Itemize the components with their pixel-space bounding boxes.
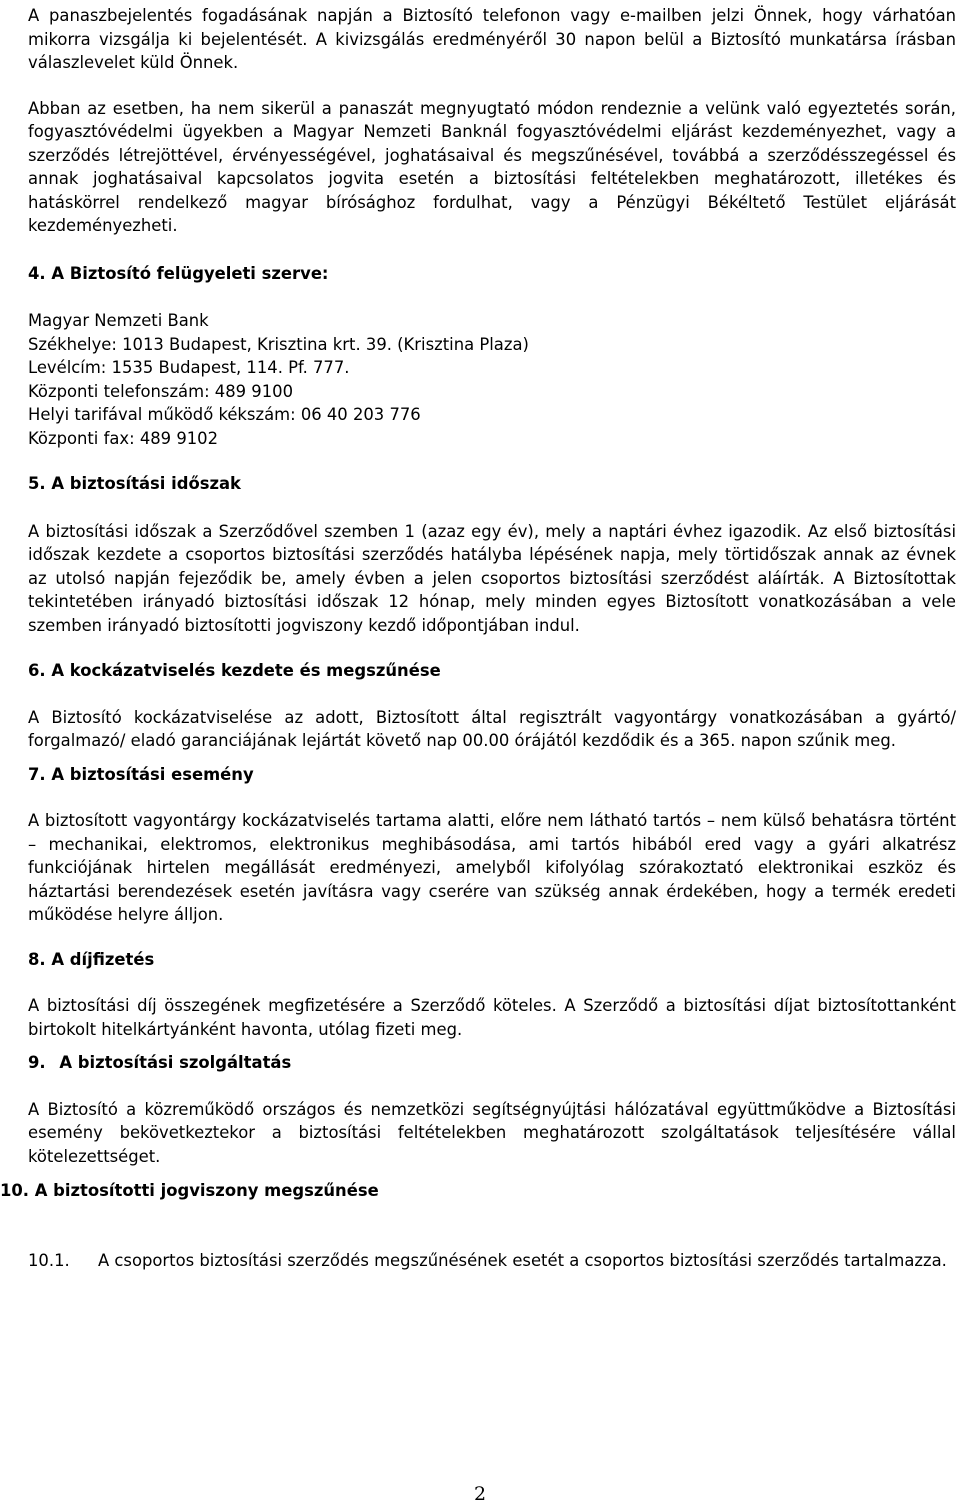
section-7-body: A biztosított vagyontárgy kockázatviselés tartama alatti, előre nem látható tartós – nem külső behatásra történt – mechanikai, elektromos, elektronikus meghibásodása, ami tartós hibából ered vagy a gyári alkatrész funkciójának hirtelen megállását eredményezi, amelyből kifolyólag szórakoztató elektronikai eszköz és háztartási berendezések esetén javításra vagy cserére van szükség annak érdekében, hogy a termék eredeti működése helyre álljon. [28, 811, 956, 924]
subsection-10-1 [28, 1249, 956, 1273]
section-8-heading [28, 948, 956, 972]
address-line: Központi telefonszám: 489 9100 [28, 381, 294, 401]
address-line: Levélcím: 1535 Budapest, 114. Pf. 777. [28, 358, 350, 377]
section-6-heading [28, 659, 956, 683]
section-title: A biztosítási szolgáltatás [59, 1053, 292, 1072]
section-number: 5. [28, 474, 46, 493]
section-title: A biztosítotti jogviszony megszűnése [34, 1181, 379, 1200]
section-4-heading [28, 262, 956, 286]
section-8-body: A biztosítási díj összegének megfizetésére a Szerződő köteles. A Szerződő a biztosítási díjat biztosítottanként birtokolt hitelkártyánként havonta, utólag fizeti meg. [28, 996, 956, 1039]
section-title: A kockázatviselés kezdete és megszűnése [51, 661, 441, 680]
section-number: 6. [28, 661, 46, 680]
complaint-paragraph: Abban az esetben, ha nem sikerül a panaszát megnyugtató módon rendeznie a velünk való egyeztetés során, fogyasztóvédelmi ügyekben a Magyar Nemzeti Banknál fogyasztóvédelmi eljárást kezdeményezhet, vagy a szerződés létrejöttével, érvényességével, joghatásaival és megszűnésével, továbbá a szerződésszegéssel és annak joghatásaival kapcsolatos jogvita esetén a biztosítási feltételekben meghatározott, illetékes és hatáskörrel rendelkező magyar bírósághoz fordulhat, vagy a Pénzügyi Békéltető Testület eljárását kezdeményezheti. [28, 98, 956, 235]
section-number: 4. [28, 263, 46, 283]
subsection-number: 10.1. [28, 1250, 70, 1270]
section-5-heading [28, 472, 956, 496]
section-6-body: A Biztosító kockázatviselése az adott, Biztosított által regisztrált vagyontárgy vonatkozásában a gyártó/ forgalmazó/ eladó garanciájának lejártát követő nap 00.00 órájától kezdődik és a 365. napon szűnik meg. [28, 707, 956, 750]
intro-paragraph: A panaszbejelentés fogadásának napján a Biztosító telefonon vagy e-mailben jelzi Önnek, hogy várhatóan mikorra vizsgálja ki bejelentését. A kivizsgálás eredményéről 30 napon belül a Biztosító munkatársa írásban válaszlevelet küld Önnek. [28, 6, 956, 72]
address-line: Székhelye: 1013 Budapest, Krisztina krt. 39. (Krisztina Plaza) [28, 334, 529, 354]
section-title: A Biztosító felügyeleti szerve: [51, 263, 329, 283]
supervisor-address-block [28, 309, 956, 450]
section-7-heading [28, 763, 956, 787]
section-9-heading [28, 1051, 956, 1075]
section-9-body: A Biztosító a közreműködő országos és nemzetközi segítségnyújtási hálózatával együttműködve a Biztosítási esemény bekövetkeztekor a biztosítási feltételekben meghatározott szolgáltatások teljesítésére vállal kötelezettséget. [28, 1099, 956, 1166]
document-page [0, 4, 956, 1272]
page-number: 2 [473, 1483, 487, 1505]
section-title: A biztosítási esemény [51, 764, 254, 784]
section-5-body: A biztosítási időszak a Szerződővel szemben 1 (azaz egy év), mely a naptári évhez igazodik. Az első biztosítási időszak kezdete a csoportos biztosítási szerződés hatályba lépésének napja, mely törtidőszak annak az évnek az utolsó napján fejeződik be, amely évben a jelen csoportos biztosítási szerződést aláírták. A Biztosítottak tekintetében irányadó biztosítási időszak 12 hónap, mely minden egyes Biztosított vonatkozásában a vele szemben irányadó biztosítotti jogviszony kezdő időpontjában indul. [28, 521, 956, 635]
section-10-heading [0, 1179, 956, 1203]
address-line: Központi fax: 489 9102 [28, 428, 219, 448]
section-number: 9. [28, 1053, 46, 1072]
section-number: 7. [28, 764, 46, 784]
section-title: A díjfizetés [51, 949, 155, 969]
subsection-text: A csoportos biztosítási szerződés megszűnésének esetét a csoportos biztosítási szerződés tartalmazza. [98, 1250, 947, 1270]
address-line: Helyi tarifával működő kékszám: 06 40 203 776 [28, 405, 421, 424]
section-title: A biztosítási időszak [51, 474, 241, 493]
section-number: 8. [28, 949, 46, 969]
section-number: 10. [0, 1181, 30, 1200]
address-line: Magyar Nemzeti Bank [28, 311, 209, 330]
